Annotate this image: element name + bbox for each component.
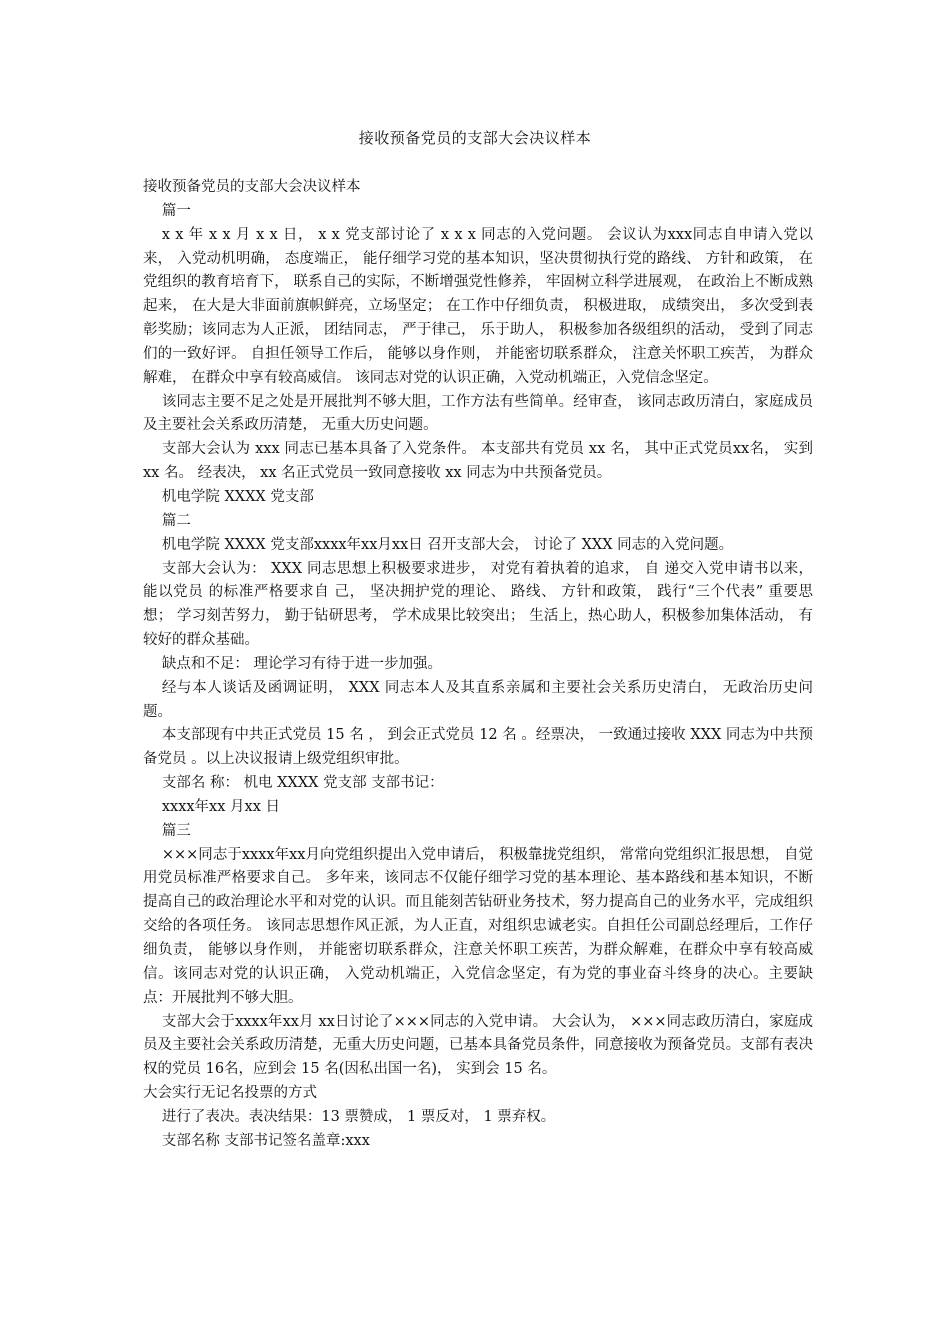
paragraph: 机电学院 XXXX 党支部xxxx年xx月xx日 召开支部大会， 讨论了 XXX 同志的入党问题。 — [161, 536, 734, 553]
paragraph: xxxx年xx 月xx 日 — [161, 798, 280, 815]
paragraph: 篇三 — [161, 822, 191, 839]
paragraph: 该同志主要不足之处是开展批判不够大胆，工作方法有些简单。经审查， 该同志政历清白，家庭成员及主要社会关系政历清楚， 无重大历史问题。 — [143, 393, 813, 434]
paragraph: 大会实行无记名投票的方式 — [143, 1085, 317, 1102]
paragraph: 支部名称 支部书记签名盖章:xxx — [161, 1132, 370, 1149]
paragraph: 经与本人谈话及函调证明， XXX 同志本人及其直系亲属和主要社会关系历史清白， 无政治历史问题。 — [143, 679, 813, 720]
paragraph: 支部大会于xxxx年xx月 xx日讨论了×××同志的入党申请。 大会认为， ×××同志政历清白，家庭成员及主要社会关系政历清楚，无重大历史问题，已基本具备党员条件，同意接收为预备党员。支部有表决权的党员 16名，应到会 15 名(因私出国一名)， 实到会 15 名。 — [143, 1013, 813, 1078]
paragraph: ×××同志于xxxx年xx月向党组织提出入党申请后， 积极靠拢党组织， 常常向党组织汇报思想， 自觉用党员标准严格要求自己。 多年来，该同志不仅能仔细学习党的基本理论、基本路线和基本知识，不断提高自己的政治理论水平和对党的认识。而且能刻苦钻研业务技术，努力提高自己的业务水平，完成组织交给的各项任务。 该同志思想作风正派，为人正直，对组织忠诚老实。自担任公司副总经理后，工作仔细负责， 能够以身作则， 并能密切联系群众，注意关怀职工疾苦，为群众解难，在群众中享有较高威信。该同志对党的认识正确， 入党动机端正，入党信念坚定，有为党的事业奋斗终身的决心。主要缺点：开展批判不够大胆。 — [143, 846, 813, 1006]
paragraph: 接收预备党员的支部大会决议样本 — [143, 179, 361, 195]
paragraph: 支部大会认为 xxx 同志已基本具备了入党条件。 本支部共有党员 xx 名， 其中正式党员xx名， 实到 xx 名。 经表决， xx 名正式党员一致同意接收 xx 同志为中共预备党员。 — [143, 441, 813, 482]
document-title: 接收预备党员的支部大会决议样本 — [358, 129, 592, 147]
paragraph: 缺点和不足： 理论学习有待于进一步加强。 — [161, 655, 442, 672]
paragraph: 篇一 — [161, 202, 191, 219]
paragraph: x x 年 x x 月 x x 日， x x 党支部讨论了 x x x 同志的入党问题。 会议认为xxx同志自申请入党以来， 入党动机明确， 态度端正， 能仔细学习党的基本知识，坚决贯彻执行党的路线、 方针和政策， 在党组织的教育培育下， 联系自己的实际，不断增强党性修养， 牢固树立科学进展观， 在政治上不断成熟起来， 在大是大非面前旗帜鲜亮，立场坚定； 在工作中仔细负责， 积极进取， 成绩突出， 多次受到表彰奖励；该同志为人正派， 团结同志， 严于律己， 乐于助人， 积极参加各级组织的活动， 受到了同志们的一致好评。 自担任领导工作后， 能够以身作则， 并能密切联系群众， 注意关怀职工疾苦， 为群众解难， 在群众中享有较高威信。 该同志对党的认识正确，入党动机端正，入党信念坚定。 — [143, 226, 813, 386]
paragraph: 篇二 — [161, 512, 191, 529]
paragraph: 支部名 称： 机电 XXXX 党支部 支部书记： — [161, 775, 444, 792]
paragraph: 进行了表决。表决结果：13 票赞成， 1 票反对， 1 票弃权。 — [161, 1108, 556, 1125]
paragraph: 支部大会认为： XXX 同志思想上积极要求进步， 对党有着执着的追求， 自 递交入党申请书以来， 能以党员 的标准严格要求自 己， 坚决拥护党的理论、 路线、 方针和政策， 践行“三个代表” 重要思想； 学习刻苦努力， 勤于钻研思考， 学术成果比较突出； 生活上，热心助人，积极参加集体活动， 有较好的群众基础。 — [143, 560, 813, 649]
paragraph: 机电学院 XXXX 党支部 — [161, 488, 314, 505]
paragraph: 本支部现有中共正式党员 15 名 ， 到会正式党员 12 名 。经票决， 一致通过接收 XXX 同志为中共预备党员 。以上决议报请上级党组织审批。 — [143, 727, 813, 768]
document-body — [143, 176, 813, 1154]
